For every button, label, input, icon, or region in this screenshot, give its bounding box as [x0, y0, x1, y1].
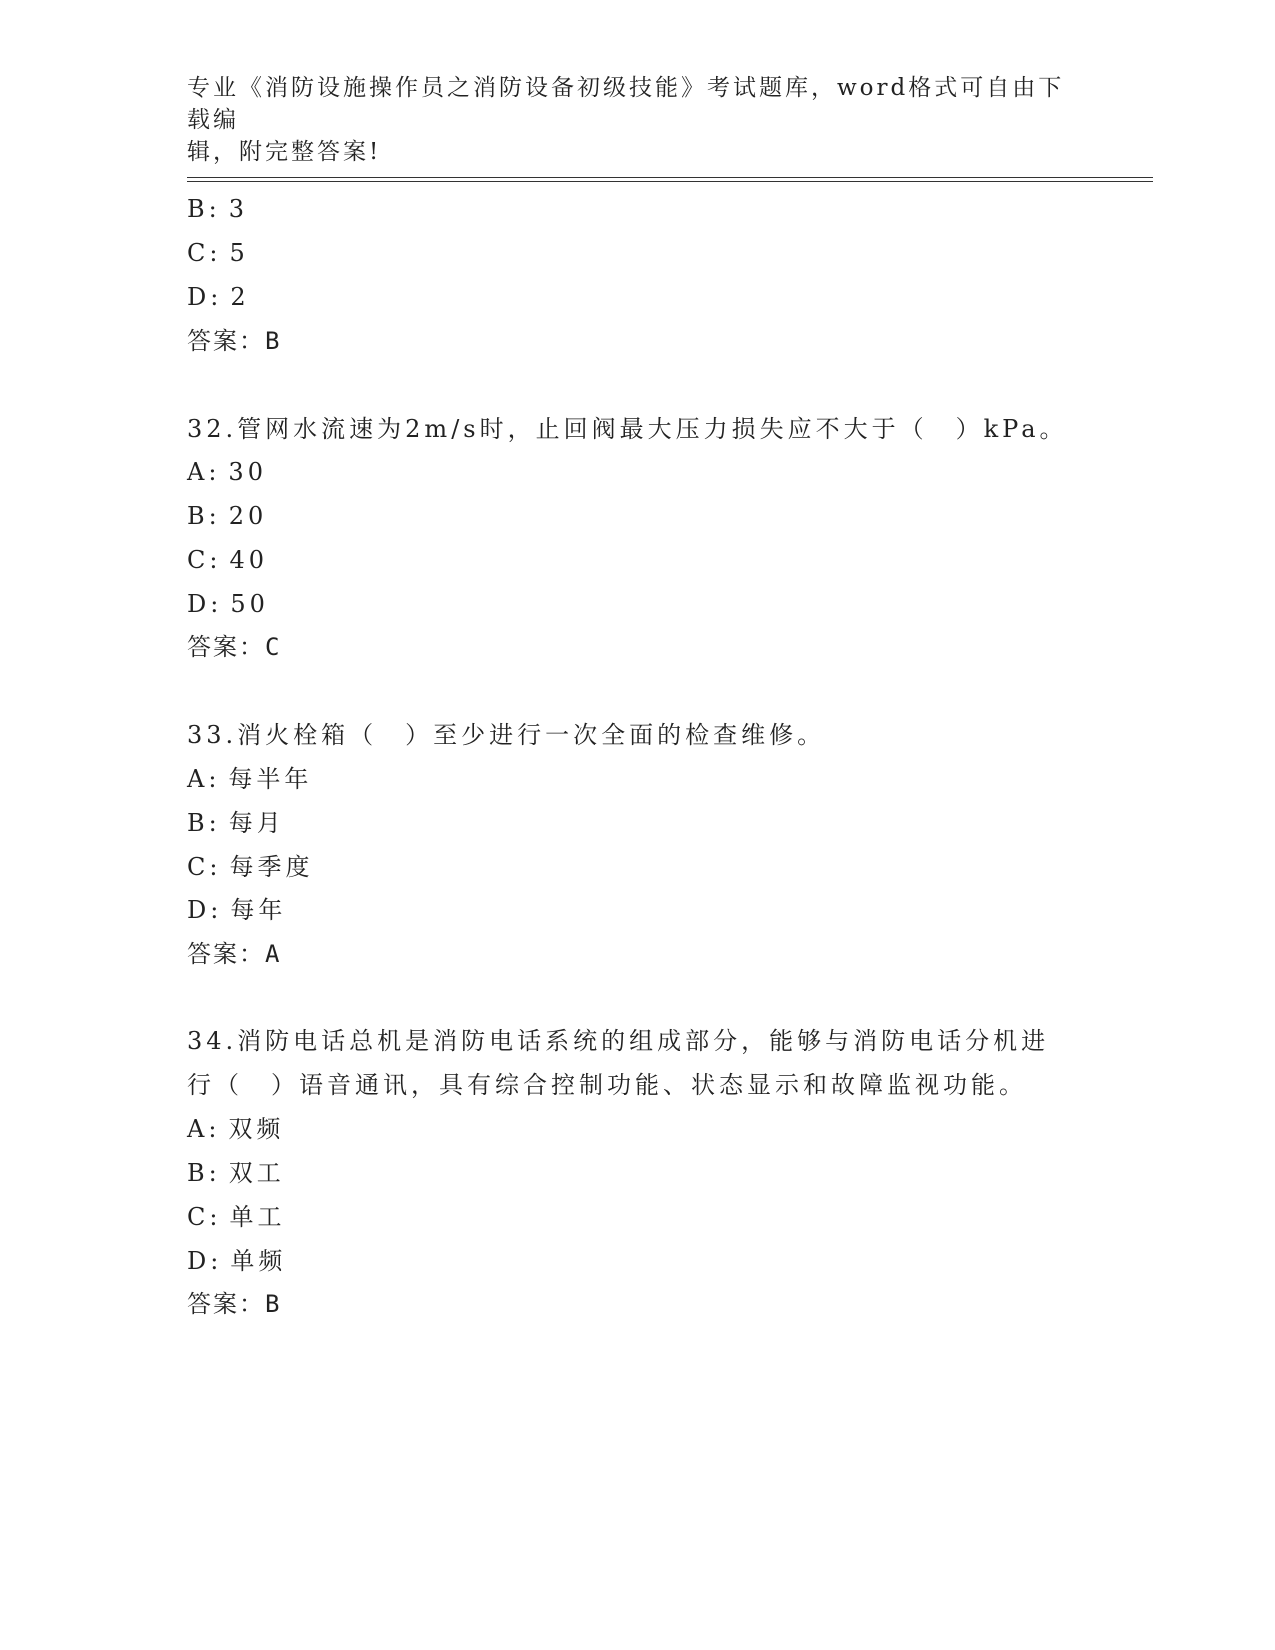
option-b	[187, 194, 248, 224]
option-value: 40	[229, 546, 268, 574]
option-value: 双频	[228, 1115, 285, 1143]
option-value: 50	[230, 590, 269, 618]
option-d	[187, 282, 250, 312]
option-key: A:	[187, 765, 221, 793]
option-value: 双工	[228, 1159, 285, 1187]
option-value: 20	[228, 502, 268, 530]
header-divider-top	[187, 177, 1153, 178]
option-value: 每季度	[229, 853, 314, 881]
option-b	[187, 501, 267, 531]
option-a	[187, 457, 267, 487]
option-value: 单工	[229, 1203, 286, 1231]
header-line-1: 专业《消防设施操作员之消防设备初级技能》考试题库，word格式可自由下载编	[187, 75, 1065, 133]
question-33-stem: 33.消火栓箱（ ）至少进行一次全面的检查维修。	[187, 721, 826, 749]
answer-line: 答案：A	[187, 940, 282, 968]
option-key: B:	[187, 195, 221, 223]
answer-line: 答案：B	[187, 327, 282, 355]
option-value: 30	[228, 458, 267, 486]
option-value: 5	[229, 239, 249, 267]
option-key: B:	[187, 1159, 221, 1187]
option-key: D:	[187, 1247, 223, 1275]
question-32-stem: 32.管网水流速为2m/s时，止回阀最大压力损失应不大于（ ）kPa。	[187, 415, 1068, 443]
option-value: 2	[230, 283, 250, 311]
question-34-stem-line-2: 行（ ）语音通讯，具有综合控制功能、状态显示和故障监视功能。	[187, 1071, 1027, 1099]
option-value: 3	[228, 195, 249, 223]
answer-line: 答案：B	[187, 1290, 282, 1318]
option-key: D:	[187, 590, 223, 618]
option-c	[187, 1202, 285, 1232]
option-a	[187, 1114, 284, 1144]
option-c	[187, 545, 268, 575]
option-key: A:	[187, 1115, 221, 1143]
option-key: B:	[187, 502, 221, 530]
option-key: C:	[187, 853, 222, 881]
answer-line: 答案：C	[187, 633, 282, 661]
option-key: B:	[187, 809, 221, 837]
document-header	[187, 72, 1067, 168]
option-key: D:	[187, 283, 223, 311]
option-key: D:	[187, 896, 223, 924]
header-line-2: 辑，附完整答案!	[187, 139, 382, 165]
option-a	[187, 764, 312, 794]
option-d	[187, 589, 269, 619]
option-key: C:	[187, 239, 222, 267]
option-value: 单频	[230, 1247, 287, 1275]
option-key: A:	[187, 458, 221, 486]
option-key: C:	[187, 546, 222, 574]
question-34-stem-line-1: 34.消防电话总机是消防电话系统的组成部分，能够与消防电话分机进	[187, 1027, 1050, 1055]
option-c	[187, 852, 313, 882]
option-value: 每年	[230, 896, 287, 924]
option-d	[187, 895, 286, 925]
option-value: 每半年	[228, 765, 313, 793]
option-c	[187, 238, 249, 268]
option-b	[187, 1158, 285, 1188]
option-b	[187, 808, 285, 838]
option-value: 每月	[228, 809, 285, 837]
header-divider-bottom	[187, 181, 1153, 182]
option-d	[187, 1246, 286, 1276]
option-key: C:	[187, 1203, 222, 1231]
